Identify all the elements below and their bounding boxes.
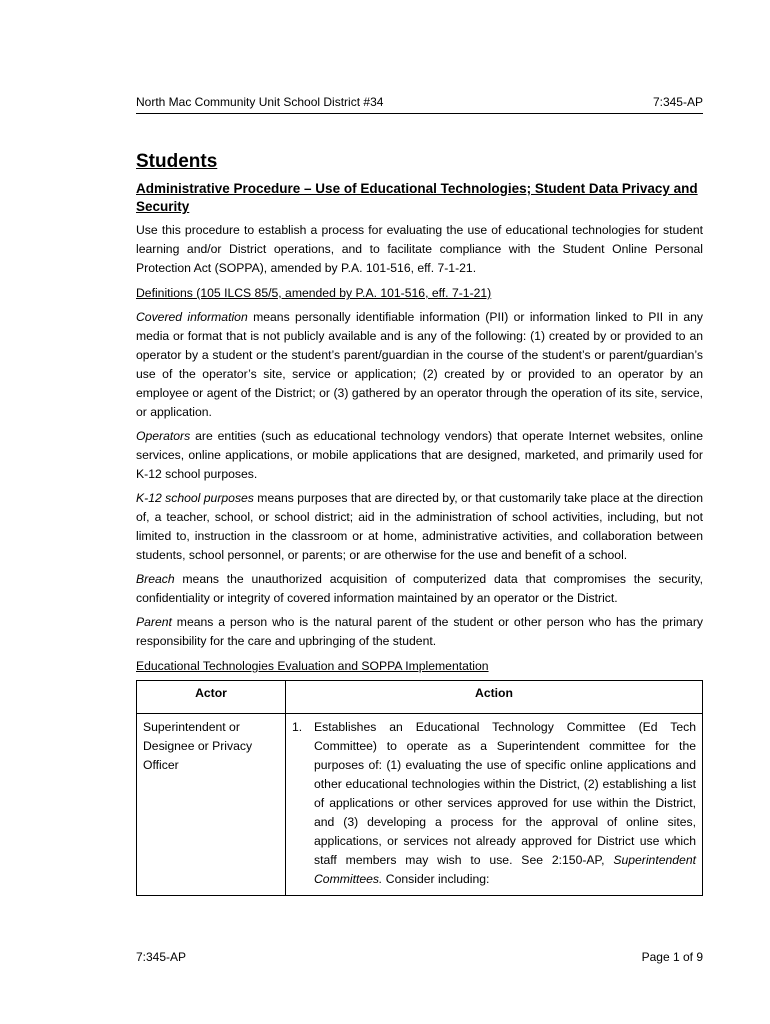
definition-text: means the unauthorized acquisition of computerized data that compromises the security, confidentiality or integrity of covered information maintained by an operator or the District. bbox=[136, 572, 703, 605]
page-title: Students bbox=[136, 151, 218, 172]
definition-operators bbox=[136, 427, 703, 484]
header-district: North Mac Community Unit School District #34 bbox=[136, 95, 384, 109]
footer-page-number: Page 1 of 9 bbox=[641, 950, 703, 964]
definition-parent bbox=[136, 613, 703, 651]
definition-text: means a person who is the natural parent of the student or other person who has the primary responsibility for the care and upbringing of the student. bbox=[136, 615, 703, 648]
definition-k12-school-purposes bbox=[136, 489, 703, 565]
action-cell bbox=[286, 714, 703, 896]
definition-text: are entities (such as educational technology vendors) that operate Internet websites, online services, online applications, or mobile applications that are designed, marketed, and primarily used for K-12 school purposes. bbox=[136, 429, 703, 481]
actor-action-table bbox=[136, 680, 703, 896]
actor-column-header: Actor bbox=[137, 681, 286, 714]
definition-text: means personally identifiable information (PII) or information linked to PII in any media or format that is not publicly available and is any of the following: (1) created by or provided to an operator by a student or the student’s parent/guardian in the course of the student’s or parent/guardian’s use of the operator’s site, service or application; (2) created by or provided to an operator by an employee or agent of the District; or (3) gathered by an operator through the operation of its site, service, or application. bbox=[136, 310, 704, 419]
document-body bbox=[136, 150, 703, 896]
definition-term: Covered information bbox=[136, 310, 248, 324]
definition-term: Operators bbox=[136, 429, 191, 443]
evaluation-heading: Educational Technologies Evaluation and SOPPA Implementation bbox=[136, 659, 489, 673]
action-text: Establishes an Educational Technology Committee (Ed Tech Committee) to operate as a Superintendent committee for the purposes of: (1) evaluating the use of specific online applications and other educational technologies within the District, (2) establishing a list of applications or other services approved for use within the District, and (3) developing a process for the approval of online sites, applications, or services not already approved for District use which staff members may wish to use. See 2:150-AP, Superintendent Committees. Consider including: bbox=[314, 720, 696, 886]
table-header-row bbox=[137, 681, 703, 714]
definition-term: Breach bbox=[136, 572, 175, 586]
intro-paragraph: Use this procedure to establish a process for evaluating the use of educational technologies for student learning and/or District operations, and to facilitate compliance with the Student Online Personal Protection Act (SOPPA), amended by P.A. 101-516, eff. 7-1-21. bbox=[136, 223, 703, 275]
actor-cell: Superintendent or Designee or Privacy Officer bbox=[137, 714, 286, 896]
procedure-title: Administrative Procedure – Use of Educational Technologies; Student Data Privacy and Security bbox=[136, 181, 698, 214]
definition-term: K-12 school purposes bbox=[136, 491, 254, 505]
action-column-header: Action bbox=[286, 681, 703, 714]
definition-breach bbox=[136, 570, 703, 608]
table-row bbox=[137, 714, 703, 896]
action-reference: Superintendent Committees. bbox=[314, 853, 696, 886]
action-number: 1. bbox=[292, 720, 303, 734]
definition-term: Parent bbox=[136, 615, 172, 629]
header-code: 7:345-AP bbox=[652, 95, 703, 109]
definition-text: means purposes that are directed by, or that customarily take place at the direction of, a teacher, school, or school district; aid in the administration of school activities, including, but not limited to, instruction in the classroom or at home, administrative activities, and collaboration between students, school personnel, or parents; or are otherwise for the use and benefit of a school. bbox=[136, 491, 703, 562]
definitions-heading: Definitions (105 ILCS 85/5, amended by P.A. 101-516, eff. 7-1-21) bbox=[136, 286, 492, 300]
footer-code: 7:345-AP bbox=[136, 950, 187, 964]
running-header bbox=[136, 94, 703, 114]
running-footer bbox=[136, 949, 703, 965]
definition-covered-information bbox=[136, 308, 703, 422]
action-list-item bbox=[292, 718, 696, 889]
